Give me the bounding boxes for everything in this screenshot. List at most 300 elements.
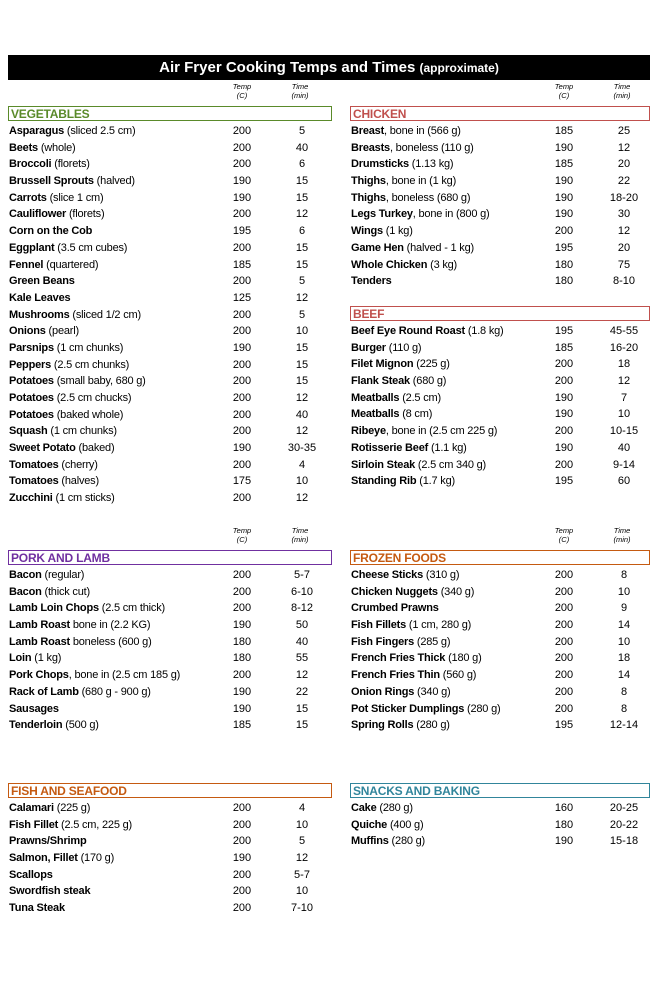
item-name: Squash [9, 425, 48, 438]
item-label [9, 567, 84, 584]
item-label [351, 257, 457, 274]
table-row [8, 567, 332, 584]
table-row [8, 850, 332, 867]
temp-label: Temp [232, 526, 252, 535]
item-description: (florets) [66, 208, 105, 221]
item-label [351, 323, 504, 340]
item-label [351, 423, 497, 440]
item-label [351, 156, 453, 173]
temp-value: 185 [554, 341, 574, 354]
table-row [8, 650, 332, 667]
item-description: (2.5 cm 340 g) [415, 458, 487, 471]
table-row [8, 833, 332, 850]
temp-value: 190 [554, 835, 574, 848]
item-name: Tomatoes [9, 475, 59, 488]
time-unit: (min) [613, 91, 631, 100]
time-unit: (min) [613, 535, 631, 544]
item-name: Cake [351, 802, 377, 814]
time-value: 8-12 [290, 602, 314, 615]
item-description: (baked whole) [53, 408, 124, 421]
item-label [351, 717, 450, 734]
temp-column-header [544, 82, 584, 100]
item-description: (1.1 kg) [428, 441, 467, 454]
temp-value: 190 [232, 175, 252, 188]
item-name: Swordfish steak [9, 885, 91, 898]
item-name: Lamb Roast [9, 619, 70, 632]
item-description: , boneless (110 g) [389, 141, 474, 154]
table-row [350, 273, 650, 290]
item-name: Carrots [9, 191, 47, 204]
temp-label: Temp [554, 526, 574, 535]
table-row [8, 490, 332, 507]
section-header: FROZEN FOODS [350, 550, 650, 565]
item-label [351, 240, 474, 257]
item-label [9, 867, 53, 884]
time-value: 12 [617, 141, 631, 154]
item-name: Brussell Sprouts [9, 175, 94, 188]
item-label [351, 617, 471, 634]
temp-label: Temp [554, 82, 574, 91]
table-row [8, 717, 332, 734]
temp-unit: (C) [558, 535, 570, 544]
item-name: French Fries Thick [351, 652, 446, 665]
item-name: Fish Fillet [9, 818, 59, 831]
item-name: Tomatoes [9, 458, 59, 471]
temp-unit: (C) [236, 91, 248, 100]
item-label [9, 701, 59, 718]
table-row [350, 800, 650, 817]
table-row [350, 140, 650, 157]
time-value: 10 [295, 475, 309, 488]
temp-value: 185 [554, 158, 574, 171]
item-description: (halves) [58, 475, 99, 488]
item-label [9, 584, 90, 601]
time-value: 12 [295, 669, 309, 682]
item-name: Meatballs [351, 391, 400, 404]
temp-label: Temp [232, 82, 252, 91]
table-row [350, 123, 650, 140]
item-label [9, 423, 117, 440]
item-label [9, 206, 104, 223]
table-row [350, 650, 650, 667]
item-label [351, 567, 459, 584]
item-description: , bone in (2.5 cm 185 g) [68, 669, 181, 682]
item-label [9, 190, 103, 207]
table-row [8, 156, 332, 173]
table-row [350, 701, 650, 718]
item-label [9, 257, 98, 274]
time-value: 15-18 [609, 835, 639, 848]
item-name: Pork Chops [9, 669, 69, 682]
item-description: (2.5 cm) [399, 391, 441, 404]
temp-value: 190 [554, 208, 574, 221]
time-value: 20-25 [609, 802, 639, 814]
item-description: boneless (600 g) [69, 635, 152, 648]
time-value: 12 [295, 208, 309, 221]
table-row [350, 356, 650, 373]
item-label [9, 156, 90, 173]
table-row [8, 617, 332, 634]
time-value: 15 [295, 358, 309, 371]
time-value: 6-10 [290, 585, 314, 598]
item-label [9, 290, 70, 307]
item-description: , boneless (680 g) [385, 191, 471, 204]
section-header: FISH AND SEAFOOD [8, 783, 332, 798]
table-row [8, 600, 332, 617]
table-row [8, 273, 332, 290]
item-label [351, 833, 425, 850]
item-name: Spring Rolls [351, 719, 414, 732]
time-value: 40 [295, 408, 309, 421]
temp-value: 200 [554, 375, 574, 388]
item-description: (1 kg) [31, 652, 62, 665]
temp-value: 200 [554, 358, 574, 371]
temp-value: 200 [554, 225, 574, 238]
time-value: 12 [295, 291, 309, 304]
item-label [351, 340, 421, 357]
item-label [9, 390, 131, 407]
item-name: Sweet Potato [9, 442, 76, 455]
item-name: Drumsticks [351, 158, 409, 171]
time-value: 16-20 [609, 341, 639, 354]
temp-value: 200 [232, 141, 252, 154]
item-label [9, 883, 90, 900]
time-value: 20 [617, 241, 631, 254]
time-value: 5 [298, 308, 306, 321]
time-value: 15 [295, 241, 309, 254]
time-value: 20 [617, 158, 631, 171]
item-label [9, 900, 65, 917]
table-row [350, 617, 650, 634]
item-name: Whole Chicken [351, 258, 428, 271]
item-label [9, 717, 99, 734]
time-value: 6 [298, 158, 306, 171]
item-list [350, 567, 650, 734]
item-label [9, 457, 98, 474]
item-name: Crumbed Prawns [351, 602, 439, 615]
item-label [351, 390, 441, 407]
temp-value: 200 [554, 458, 574, 471]
time-value: 55 [295, 652, 309, 665]
temp-value: 190 [232, 852, 252, 865]
item-label [351, 273, 392, 290]
table-row [8, 206, 332, 223]
time-value: 22 [617, 175, 631, 188]
item-name: Corn on the Cob [9, 225, 93, 238]
time-value: 15 [295, 375, 309, 388]
item-description: (whole) [37, 141, 76, 154]
time-column-header [602, 82, 642, 100]
temp-value: 190 [232, 191, 252, 204]
item-label [9, 440, 114, 457]
item-label [9, 667, 180, 684]
beef-section [350, 306, 650, 490]
item-description: (florets) [51, 158, 90, 171]
item-name: Salmon, Fillet [9, 852, 78, 865]
time-value: 14 [617, 619, 631, 632]
time-value: 12 [295, 492, 309, 505]
item-label [9, 684, 151, 701]
temp-value: 180 [232, 635, 252, 648]
item-name: Rack of Lamb [9, 685, 79, 698]
snacks-and-baking-section [350, 783, 650, 850]
item-name: Bacon [9, 585, 42, 598]
time-value: 12 [617, 375, 631, 388]
temp-value: 200 [554, 669, 574, 682]
item-label [9, 473, 99, 490]
time-value: 40 [617, 441, 631, 454]
section-header: BEEF [350, 306, 650, 321]
item-description: (680 g) [409, 375, 447, 388]
item-description: (thick cut) [41, 585, 90, 598]
item-name: Fennel [9, 258, 44, 271]
time-value: 5 [298, 835, 306, 848]
time-value: 7-10 [290, 902, 314, 915]
item-label [351, 173, 456, 190]
time-value: 4 [298, 458, 306, 471]
temp-value: 195 [232, 225, 252, 238]
time-label: Time [291, 82, 309, 91]
item-description: (8 cm) [399, 408, 433, 421]
temp-value: 200 [232, 902, 252, 915]
item-description: (110 g) [385, 341, 422, 354]
section-header: SNACKS AND BAKING [350, 783, 650, 798]
item-description: (280 g) [464, 702, 501, 715]
table-row [350, 373, 650, 390]
table-row [350, 323, 650, 340]
temp-value: 190 [232, 685, 252, 698]
time-value: 15 [295, 191, 309, 204]
temp-value: 180 [554, 258, 574, 271]
temp-value: 200 [232, 158, 252, 171]
temp-value: 200 [232, 392, 252, 404]
temp-value: 200 [232, 868, 252, 881]
time-value: 15 [295, 719, 309, 732]
section-header: CHICKEN [350, 106, 650, 121]
time-value: 45-55 [609, 325, 639, 337]
table-row [350, 717, 650, 734]
item-description: (small baby, 680 g) [53, 375, 146, 388]
title-main: Air Fryer Cooking Temps and Times [159, 59, 416, 76]
table-row [350, 833, 650, 850]
item-description: (560 g) [439, 669, 477, 682]
item-name: Tenderloin [9, 719, 63, 732]
temp-value: 200 [554, 569, 574, 581]
item-description: (1 cm sticks) [52, 492, 115, 505]
table-row [350, 457, 650, 474]
temp-column-header [544, 526, 584, 544]
item-name: Scallops [9, 868, 53, 881]
time-value: 10 [617, 635, 631, 648]
item-list [350, 123, 650, 290]
table-row [350, 223, 650, 240]
table-row [8, 584, 332, 601]
time-unit: (min) [291, 535, 309, 544]
temp-value: 200 [232, 208, 252, 221]
item-name: Tuna Steak [9, 902, 65, 915]
item-label [351, 356, 450, 373]
temp-value: 190 [554, 175, 574, 188]
item-list [8, 123, 332, 507]
vegetables-section [8, 106, 332, 507]
temp-value: 200 [554, 602, 574, 615]
item-description: (280 g) [413, 719, 450, 732]
item-name: Legs Turkey [351, 208, 413, 221]
time-value: 30 [617, 208, 631, 221]
temp-value: 200 [232, 585, 252, 598]
item-name: Potatoes [9, 375, 54, 388]
time-value: 6 [298, 225, 306, 238]
item-label [9, 123, 135, 140]
time-value: 9-14 [612, 458, 636, 471]
time-value: 22 [295, 685, 309, 698]
item-description: (170 g) [77, 852, 115, 865]
time-column-header [280, 82, 320, 100]
item-description: (1 cm chunks) [53, 341, 124, 354]
time-label: Time [291, 526, 309, 535]
item-description: (sliced 2.5 cm) [64, 125, 136, 137]
table-row [8, 373, 332, 390]
time-value: 8 [620, 702, 628, 715]
table-row [8, 440, 332, 457]
item-name: Quiche [351, 818, 388, 831]
temp-value: 190 [554, 191, 574, 204]
time-value: 12 [295, 392, 309, 404]
item-label [9, 273, 75, 290]
temp-value: 190 [232, 702, 252, 715]
temp-value: 185 [232, 719, 252, 732]
item-name: French Fries Thin [351, 669, 440, 682]
temp-value: 200 [232, 308, 252, 321]
item-name: Beets [9, 141, 38, 154]
temp-value: 200 [232, 458, 252, 471]
time-value: 10 [617, 585, 631, 598]
item-name: Standing Rib [351, 475, 417, 488]
item-label [351, 473, 455, 490]
item-name: Chicken Nuggets [351, 585, 438, 598]
item-name: Rotisserie Beef [351, 441, 429, 454]
time-value: 18 [617, 358, 631, 371]
time-value: 5-7 [294, 569, 310, 581]
item-label [351, 650, 482, 667]
table-row [350, 667, 650, 684]
item-description: (sliced 1/2 cm) [69, 308, 141, 321]
item-description: bone in (2.2 KG) [69, 619, 151, 632]
item-list [350, 800, 650, 850]
item-name: Potatoes [9, 392, 54, 404]
temp-value: 190 [232, 341, 252, 354]
item-label [351, 373, 446, 390]
temp-value: 185 [554, 125, 574, 137]
time-value: 12 [295, 425, 309, 438]
item-name: Calamari [9, 802, 54, 814]
item-name: Sausages [9, 702, 59, 715]
chicken-section [350, 106, 650, 290]
item-description: (340 g) [437, 585, 475, 598]
temp-value: 190 [554, 141, 574, 154]
table-row [350, 257, 650, 274]
item-name: Thighs [351, 175, 386, 188]
item-description: (halved) [93, 175, 135, 188]
temp-value: 200 [232, 602, 252, 615]
table-row [8, 190, 332, 207]
table-row [350, 634, 650, 651]
time-value: 10 [295, 325, 309, 338]
time-value: 10 [295, 818, 309, 831]
table-row [8, 323, 332, 340]
table-row [8, 423, 332, 440]
item-description: (180 g) [445, 652, 482, 665]
item-label [9, 617, 150, 634]
time-label: Time [613, 526, 631, 535]
item-name: Broccoli [9, 158, 52, 171]
table-row [350, 817, 650, 834]
item-label [9, 800, 90, 817]
item-label [9, 373, 146, 390]
item-label [351, 701, 500, 718]
temp-unit: (C) [236, 535, 248, 544]
time-value: 4 [298, 802, 306, 814]
item-list [8, 567, 332, 734]
table-row [350, 684, 650, 701]
temp-value: 200 [232, 241, 252, 254]
temp-value: 190 [554, 408, 574, 421]
table-row [8, 667, 332, 684]
table-row [350, 390, 650, 407]
item-name: Thighs [351, 191, 386, 204]
item-name: Cauliflower [9, 208, 67, 221]
item-label [9, 490, 115, 507]
item-label [9, 407, 123, 424]
temp-value: 185 [232, 258, 252, 271]
fish-and-seafood-section [8, 783, 332, 917]
table-row [8, 473, 332, 490]
item-name: Onion Rings [351, 685, 415, 698]
time-unit: (min) [291, 91, 309, 100]
item-description: (280 g) [376, 802, 413, 814]
item-name: Ribeye [351, 425, 386, 438]
item-label [351, 206, 490, 223]
time-value: 9 [620, 602, 628, 615]
time-value: 12-14 [609, 719, 639, 732]
time-value: 30-35 [287, 442, 317, 455]
item-label [351, 190, 470, 207]
temp-value: 200 [232, 408, 252, 421]
item-label [351, 123, 461, 140]
time-value: 8-10 [612, 275, 636, 288]
table-row [350, 156, 650, 173]
table-row [8, 257, 332, 274]
table-row [8, 123, 332, 140]
table-row [8, 173, 332, 190]
item-name: Prawns/Shrimp [9, 835, 87, 848]
temp-value: 200 [232, 885, 252, 898]
table-row [8, 817, 332, 834]
time-value: 60 [617, 475, 631, 488]
temp-value: 200 [232, 669, 252, 682]
item-label [9, 307, 141, 324]
item-name: Mushrooms [9, 308, 70, 321]
item-name: Muffins [351, 835, 389, 848]
item-label [9, 850, 114, 867]
item-description: (pearl) [45, 325, 79, 338]
item-name: Pot Sticker Dumplings [351, 702, 465, 715]
item-name: Parsnips [9, 341, 54, 354]
table-row [8, 701, 332, 718]
temp-value: 180 [554, 275, 574, 288]
temp-unit: (C) [558, 91, 570, 100]
table-row [8, 407, 332, 424]
